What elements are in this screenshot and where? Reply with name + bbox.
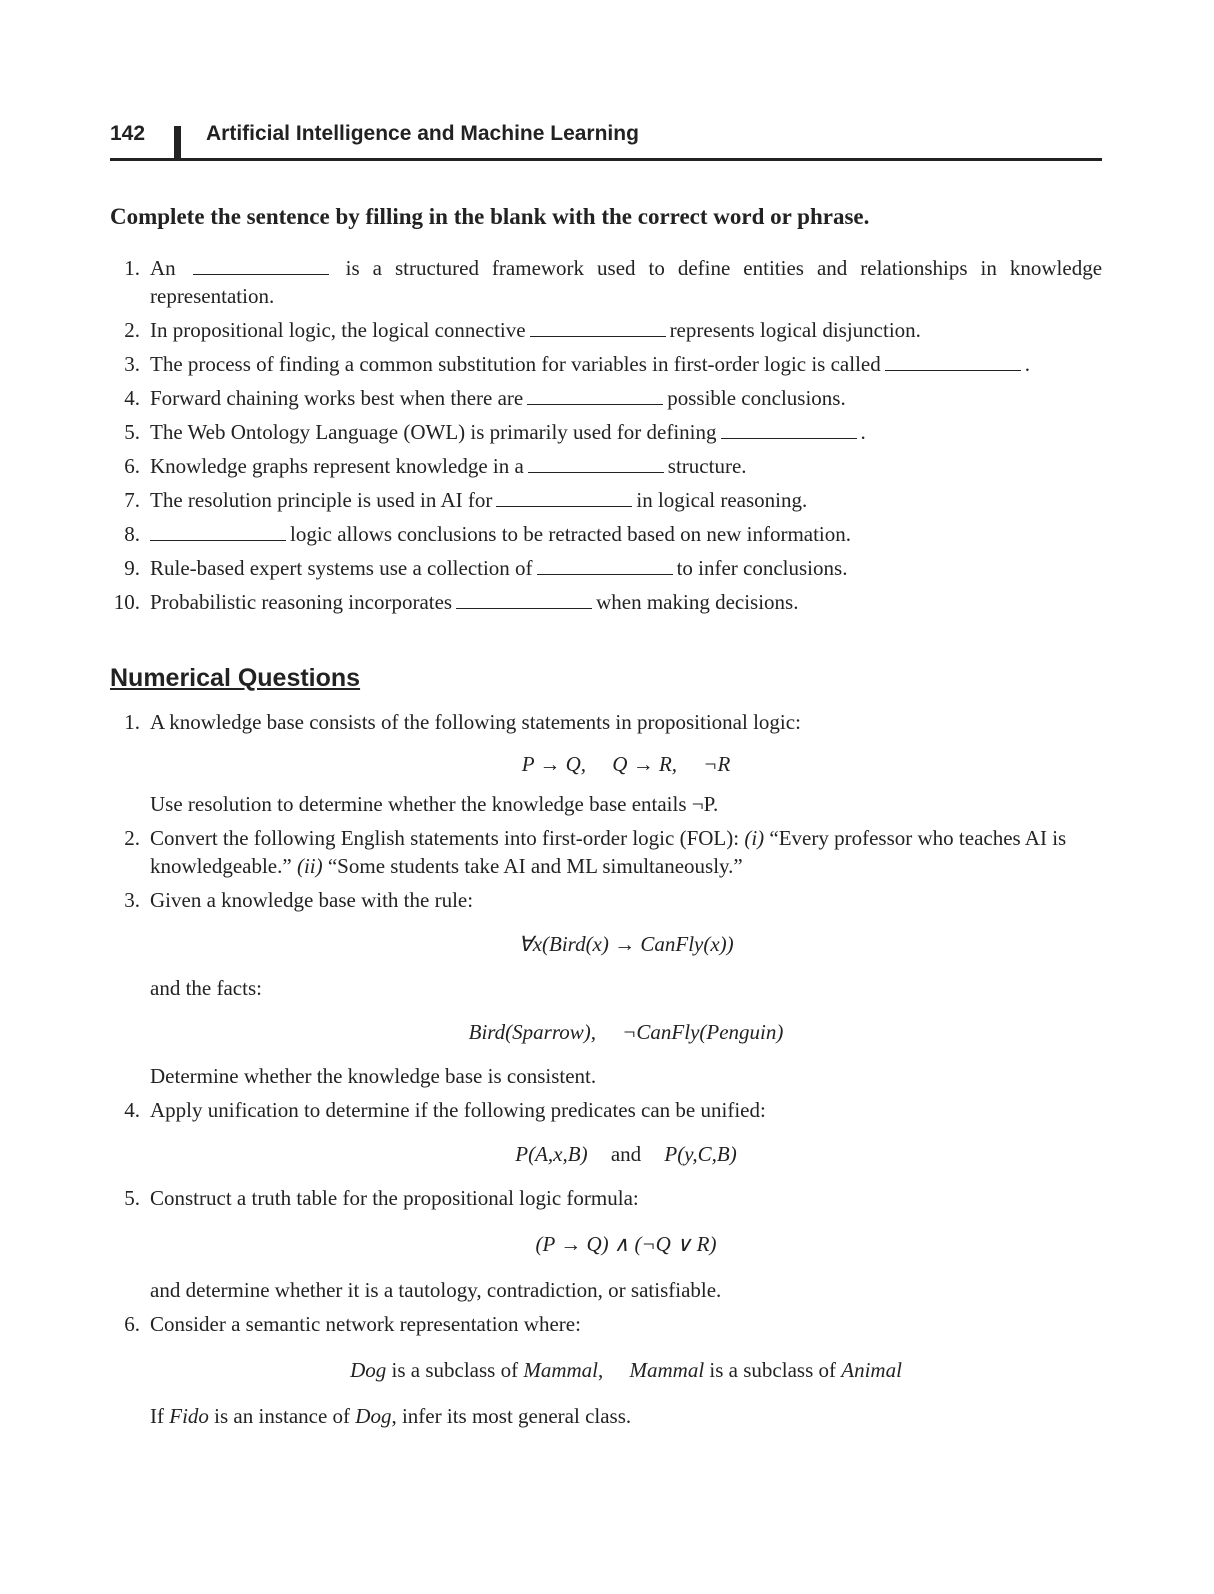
- question-text: and the facts:: [150, 976, 262, 1000]
- formula: P → Q, Q → R, ¬R: [521, 752, 731, 776]
- list-item: 7. The resolution principle is used in AI for in logical reasoning.: [124, 488, 808, 512]
- question-5: 5. Construct a truth table for the propositional logic formula:: [124, 1186, 639, 1210]
- page-number: 142: [110, 122, 146, 145]
- answer-blank: [527, 386, 663, 405]
- answer-blank: [496, 488, 632, 507]
- formula: Bird(Sparrow), ¬CanFly(Penguin): [468, 1020, 784, 1044]
- list-item: 5. The Web Ontology Language (OWL) is primarily used for defining .: [124, 420, 866, 444]
- list-item: 4. Forward chaining works best when there are possible conclusions.: [124, 386, 846, 410]
- list-item: 2. In propositional logic, the logical connective represents logical disjunction.: [124, 318, 921, 342]
- fill-in-blank-heading: Complete the sentence by filling in the blank with the correct word or phrase.: [110, 204, 870, 229]
- book-title: Artificial Intelligence and Machine Learning: [206, 122, 639, 145]
- question-text: If Fido is an instance of Dog, infer its most general class.: [150, 1404, 632, 1428]
- question-text: Determine whether the knowledge base is consistent.: [150, 1064, 597, 1088]
- answer-blank: [885, 352, 1021, 371]
- question-4: 4. Apply unification to determine if the following predicates can be unified:: [124, 1098, 766, 1122]
- formula: P(A,x,B) and P(y,C,B): [515, 1142, 737, 1166]
- question-text: and determine whether it is a tautology, contradiction, or satisfiable.: [150, 1278, 722, 1302]
- running-header: [110, 118, 1102, 161]
- list-item: 8. logic allows conclusions to be retracted based on new information.: [124, 522, 852, 546]
- list-item: 10. Probabilistic reasoning incorporates when making decisions.: [113, 590, 799, 614]
- numerical-heading: Numerical Questions: [110, 664, 361, 692]
- question-3: 3. Given a knowledge base with the rule:: [124, 888, 474, 912]
- answer-blank: [721, 420, 857, 439]
- list-item: 9. Rule-based expert systems use a collection of to infer conclusions.: [124, 556, 848, 580]
- answer-blank: [193, 256, 329, 275]
- list-item: 6. Knowledge graphs represent knowledge in a structure.: [124, 454, 747, 478]
- header-bar: [174, 126, 181, 158]
- formula: ∀x(Bird(x) → CanFly(x)): [518, 932, 734, 956]
- question-text: Use resolution to determine whether the knowledge base entails ¬P.: [150, 792, 719, 816]
- formula: (P → Q) ∧ (¬Q ∨ R): [535, 1232, 717, 1256]
- numerical-questions: [110, 708, 1102, 1430]
- answer-blank: [537, 556, 673, 575]
- question-6: 6. Consider a semantic network representation where:: [124, 1312, 581, 1336]
- list-item: 1. An is a structured framework used to define entities and relationships in knowledge representation.: [124, 256, 1103, 308]
- answer-blank: [150, 522, 286, 541]
- answer-blank: [530, 318, 666, 337]
- list-item: 3. The process of finding a common substitution for variables in first-order logic is called .: [124, 352, 1030, 376]
- fill-in-blank-list: [110, 254, 1102, 622]
- answer-blank: [528, 454, 664, 473]
- formula: Dog is a subclass of Mammal, Mammal is a subclass of Animal: [350, 1358, 902, 1382]
- question-2: 2. Convert the following English statements into first-order logic (FOL): (i) “Every professor who teaches AI is knowledgeable.” (ii) “Some students take AI and ML simultaneously.”: [124, 826, 1067, 878]
- question-1: 1. A knowledge base consists of the following statements in propositional logic:: [124, 710, 801, 734]
- answer-blank: [456, 590, 592, 609]
